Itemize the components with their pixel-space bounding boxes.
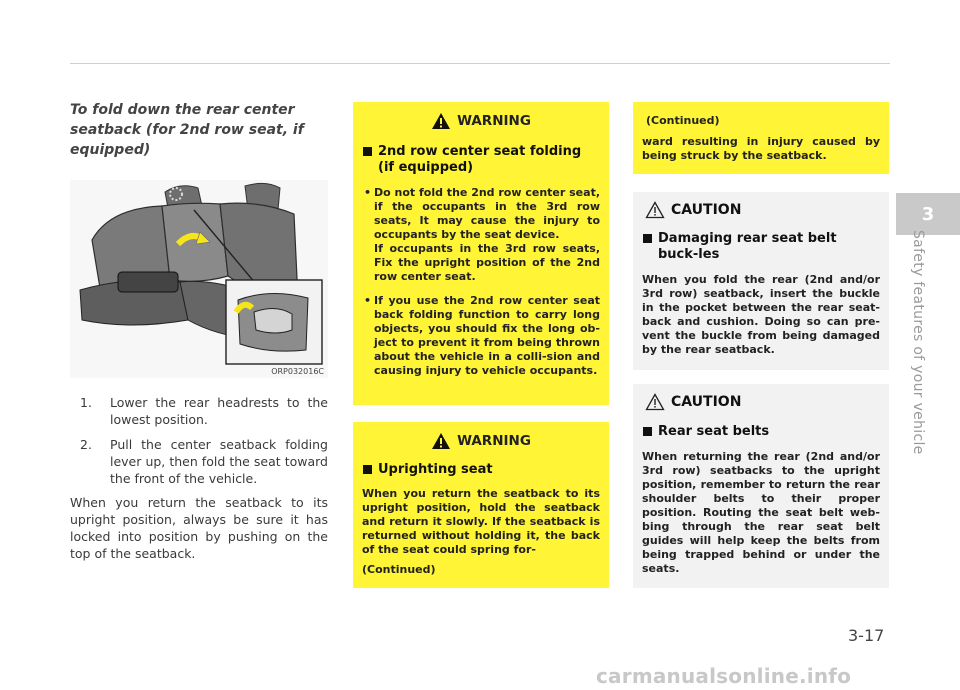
step-item <box>70 394 328 428</box>
figure-code: ORP032016C <box>271 367 324 376</box>
page-number: 3-17 <box>848 626 885 645</box>
step-number: 2. <box>80 437 92 452</box>
warning-subhead <box>362 462 600 478</box>
caution-title: CAUTION <box>671 394 742 410</box>
step-text: Lower the rear headrests to the lowest position. <box>110 395 328 427</box>
warning-title: WARNING <box>457 113 531 129</box>
caution-subhead <box>642 231 880 263</box>
warning-triangle-icon <box>431 432 451 450</box>
seat-illustration <box>70 180 328 378</box>
warning-box-uprighting <box>353 422 609 588</box>
square-bullet-icon <box>643 234 652 243</box>
warning-subhead-text: Uprighting seat <box>378 462 493 477</box>
chapter-title: Safety features of your vehicle <box>910 230 926 455</box>
step-number: 1. <box>80 395 92 410</box>
continued-label: (Continued) <box>362 563 436 576</box>
step-item <box>70 436 328 487</box>
warning-bullet-continuation <box>362 242 600 284</box>
warning-bullet-text: If occupants in the 3rd row seats, Fix the upright position of the 2nd row center seat. <box>374 242 600 283</box>
warning-subhead <box>362 144 600 176</box>
bullet-dot: • <box>364 186 372 199</box>
chapter-tab <box>896 193 960 235</box>
continued-text: ward resulting in injury caused by being struck by the seatback. <box>642 135 880 162</box>
column-left <box>70 100 330 561</box>
warning-box-folding <box>353 102 609 405</box>
chapter-side-label <box>890 230 946 460</box>
top-rule <box>70 63 890 64</box>
body-paragraph: When you return the seatback to its upright position, always be sure it has locked into position by pushing on the top of the seatback. <box>70 495 328 561</box>
step-text: Pull the center seatback folding lever up, then fold the seat toward the front of the vehicle. <box>110 437 328 486</box>
square-bullet-icon <box>643 427 652 436</box>
warning-bullet-text: If you use the 2nd row center seat back folding function to carry long objects, you should fix the long ob-ject to prevent it from being thrown about the vehicle in a colli-sion and causing injury to vehicle occupants. <box>374 294 600 377</box>
chapter-number: 3 <box>921 203 935 225</box>
caution-box-rear-belts <box>633 384 889 588</box>
caution-title: CAUTION <box>671 202 742 218</box>
warning-subhead-text: 2nd row center seat folding (if equipped) <box>378 144 582 175</box>
caution-triangle-icon <box>645 201 665 219</box>
watermark: carmanualsonline.info <box>596 664 852 688</box>
warning-text: When you return the seatback to its upright position, hold the seatback and return it slowly. If the seatback is returned without holding it, the back of the seat could spring for- <box>362 487 600 556</box>
square-bullet-icon <box>363 147 372 156</box>
warning-bullet <box>362 186 600 242</box>
square-bullet-icon <box>363 465 372 474</box>
bullet-dot: • <box>364 294 372 307</box>
caution-subhead <box>642 424 880 440</box>
caution-subhead-text: Rear seat belts <box>658 424 770 439</box>
warning-bullet-text: Do not fold the 2nd row center seat, if the occupants in the 3rd row seats, It may cause the injury to occupants by the seat device. <box>374 186 601 241</box>
section-heading: To fold down the rear center seatback (for 2nd row seat, if equipped) <box>70 102 304 158</box>
rear-seat-illustration <box>70 180 328 378</box>
warning-bullet <box>362 294 600 378</box>
caution-subhead-text: Damaging rear seat belt buck-les <box>658 231 837 262</box>
caution-box-buckles <box>633 192 889 370</box>
warning-triangle-icon <box>431 112 451 130</box>
caution-header <box>633 201 889 219</box>
caution-triangle-icon <box>645 393 665 411</box>
steps-list <box>70 394 328 495</box>
warning-header <box>353 432 609 450</box>
caution-text: When returning the rear (2nd and/or 3rd row) seatbacks to the upright position, remember to return the rear shoulder belts to their proper position. Routing the seat belt web-bing through the rear seat belt guides will help keep the belts from being trapped behind or under the seats. <box>642 450 880 575</box>
caution-header <box>633 393 889 411</box>
caution-text: When you fold the rear (2nd and/or 3rd row) seatback, insert the buckle in the pocket between the rear seat-back and cushion. Doing so can pre-vent the buckle from being damaged by the rear seatback. <box>642 273 880 356</box>
warning-header <box>353 112 609 130</box>
continued-label: (Continued) <box>646 114 720 127</box>
warning-continued-box <box>633 102 889 174</box>
warning-title: WARNING <box>457 433 531 449</box>
